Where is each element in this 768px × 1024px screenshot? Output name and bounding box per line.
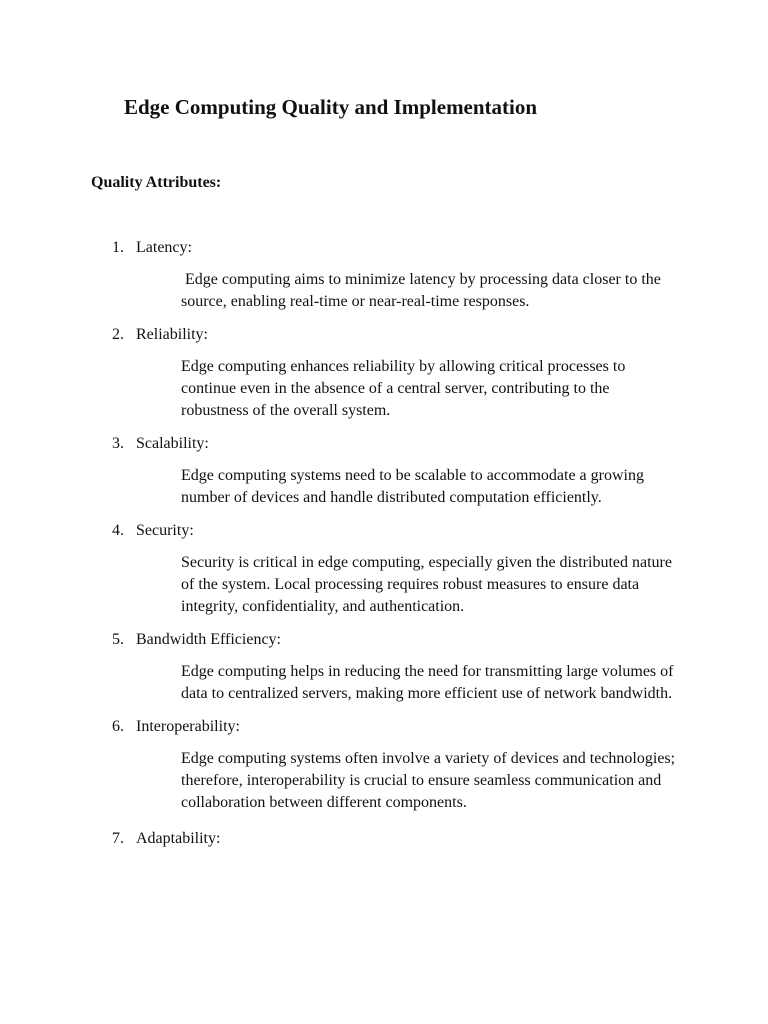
- list-item-title: Reliability:: [136, 326, 208, 343]
- list-item-title: Latency:: [136, 239, 192, 256]
- list-item-description: Edge computing enhances reliability by allowing critical processes to continue even in the absence of a central server, contributing to the robustness of the overall system.: [181, 358, 626, 419]
- list-item-interoperability: [0, 716, 768, 814]
- list-item-latency: [0, 237, 768, 313]
- list-item-bandwidth-efficiency: [0, 629, 768, 705]
- list-item-title: Security:: [136, 522, 194, 539]
- list-item-title: Bandwidth Efficiency:: [136, 631, 281, 648]
- list-item-description: Edge computing aims to minimize latency by processing data closer to the source, enabling real-time or near-real-time responses.: [181, 271, 665, 310]
- list-item-security: [0, 520, 768, 618]
- list-item-description: Edge computing systems often involve a variety of devices and technologies; therefore, interoperability is crucial to ensure seamless communication and collaboration between different components.: [181, 750, 676, 811]
- list-item-description: Security is critical in edge computing, especially given the distributed nature of the system. Local processing requires robust measures to ensure data integrity, confidentiality, and authentication.: [181, 554, 672, 615]
- section-heading-quality-attributes: Quality Attributes:: [91, 174, 222, 191]
- list-item-scalability: [0, 433, 768, 509]
- list-item-number: 2.: [112, 326, 124, 343]
- list-item-number: 7.: [112, 830, 124, 847]
- list-item-reliability: [0, 324, 768, 422]
- list-item-number: 6.: [112, 718, 124, 735]
- list-item-number: 3.: [112, 435, 124, 452]
- list-item-title: Interoperability:: [136, 718, 240, 735]
- list-item-title: Scalability:: [136, 435, 209, 452]
- list-item-description: Edge computing helps in reducing the need for transmitting large volumes of data to centralized servers, making more efficient use of network bandwidth.: [181, 663, 674, 702]
- list-item-number: 1.: [112, 239, 124, 256]
- list-item-adaptability: [0, 828, 768, 850]
- document-title: Edge Computing Quality and Implementation: [124, 95, 538, 119]
- list-item-number: 4.: [112, 522, 124, 539]
- list-item-number: 5.: [112, 631, 124, 648]
- quality-attributes-list: [0, 237, 768, 850]
- list-item-title: Adaptability:: [136, 830, 221, 847]
- list-item-description: Edge computing systems need to be scalable to accommodate a growing number of devices and handle distributed computation efficiently.: [181, 467, 644, 506]
